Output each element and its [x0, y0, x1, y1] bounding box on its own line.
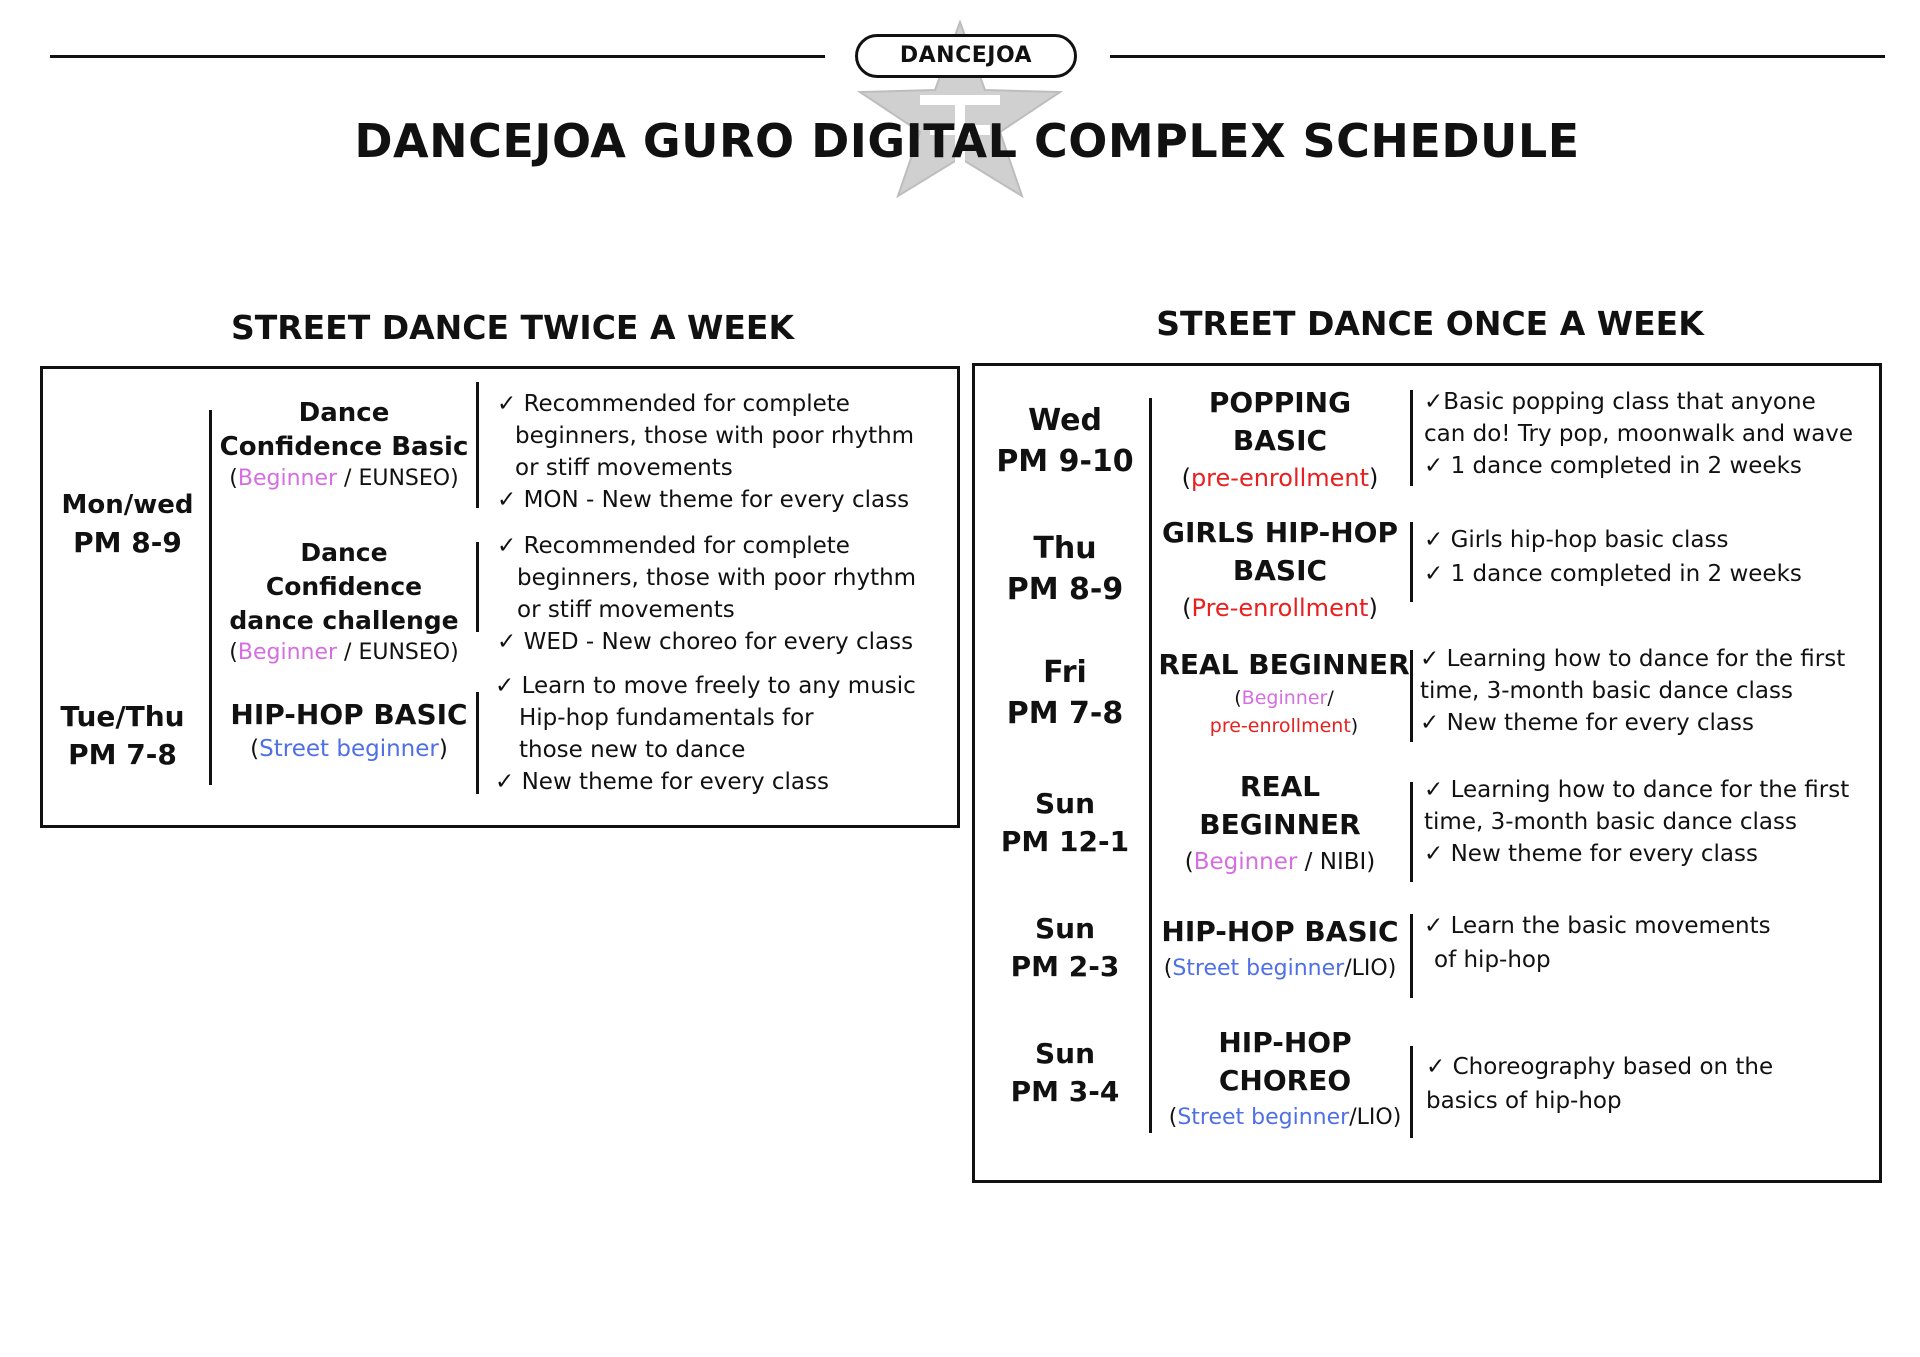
divider: [1410, 522, 1413, 602]
day-label: Tue/Thu: [60, 700, 185, 733]
desc-line: Hip-hop fundamentals for: [519, 705, 814, 731]
divider: [476, 382, 479, 508]
header-rule-left: [50, 55, 825, 58]
class-name: REAL BEGINNER: [1158, 648, 1410, 681]
class-real-beginner-sun: [1155, 768, 1405, 880]
brand-badge: DANCEJOA: [855, 34, 1077, 78]
desc-line: can do! Try pop, moonwalk and wave: [1424, 421, 1854, 447]
slot-wed: [985, 400, 1145, 482]
desc-line: beginners, those with poor rhythm: [517, 565, 917, 591]
class-hiphop-choreo: [1155, 1024, 1415, 1136]
teacher-name: / EUNSEO: [337, 466, 451, 491]
class-name: Confidence Basic: [219, 432, 469, 462]
slot-sun-3: [985, 1035, 1145, 1111]
class-level: (Street beginner/LIO): [1163, 956, 1397, 981]
divider: [1410, 390, 1413, 486]
class-name: GIRLS HIP-HOP: [1162, 516, 1398, 549]
class-description: [495, 670, 916, 798]
divider: [1410, 914, 1413, 998]
class-level: (Pre-enrollment): [1182, 594, 1378, 622]
desc-line: time, 3-month basic dance class: [1424, 809, 1797, 835]
class-dance-confidence-basic: [218, 396, 470, 494]
class-popping-basic: [1155, 384, 1405, 496]
desc-line: ✓ Recommended for complete: [497, 533, 850, 559]
slot-tue-thu: [50, 698, 195, 774]
day-label: Sun: [1034, 912, 1096, 945]
divider: [476, 542, 479, 632]
desc-line: ✓ Learn to move freely to any music: [495, 673, 916, 699]
class-name: BASIC: [1232, 424, 1328, 457]
section-title-once: STREET DANCE ONCE A WEEK: [1156, 304, 1704, 343]
class-name: HIP-HOP: [1218, 1026, 1352, 1059]
class-level: (Street beginner): [250, 736, 448, 762]
desc-line: ✓Basic popping class that anyone: [1424, 389, 1816, 415]
class-level: pre-enrollment): [1209, 715, 1359, 737]
class-description: [1424, 774, 1849, 870]
slot-sun-12: [985, 785, 1145, 861]
desc-line: ✓ New theme for every class: [1420, 710, 1754, 736]
class-name: dance challenge: [229, 606, 459, 635]
desc-line: beginners, those with poor rhythm: [515, 423, 915, 449]
divider: [1149, 398, 1152, 1133]
day-label: Wed: [1028, 403, 1102, 438]
desc-line: ✓ Girls hip-hop basic class: [1424, 527, 1729, 553]
day-label: Sun: [1034, 1037, 1096, 1070]
class-level: (pre-enrollment): [1181, 464, 1379, 492]
slot-sun-2: [985, 910, 1145, 986]
desc-line: basics of hip-hop: [1426, 1088, 1622, 1114]
desc-line: ✓ Learning how to dance for the first: [1420, 646, 1846, 672]
desc-line: ✓ MON - New theme for every class: [497, 487, 910, 513]
class-description: [1424, 523, 1802, 591]
desc-line: ✓ WED - New choreo for every class: [497, 629, 914, 655]
class-level: (Beginner / EUNSEO): [229, 466, 459, 491]
class-dance-confidence-challenge: [218, 536, 470, 668]
desc-line: ✓ Recommended for complete: [497, 391, 850, 417]
class-description: [1424, 386, 1853, 482]
class-hiphop-basic: [218, 696, 480, 764]
level-pre-enrollment: pre-enrollment: [1209, 715, 1351, 737]
class-description: [497, 530, 916, 658]
time-label: PM 7-8: [1006, 696, 1124, 731]
day-label: Mon/wed: [61, 490, 194, 520]
teacher-name: /LIO: [1349, 1105, 1393, 1130]
header-rule-right: [1110, 55, 1885, 58]
section-title-twice: STREET DANCE TWICE A WEEK: [230, 308, 795, 347]
class-level: (Street beginner/LIO): [1168, 1105, 1402, 1130]
desc-line: or stiff movements: [515, 455, 733, 481]
desc-line: ✓ Learn the basic movements: [1424, 913, 1771, 939]
class-name: Dance: [298, 398, 390, 428]
teacher-name: /LIO: [1344, 956, 1388, 981]
time-label: PM 9-10: [996, 444, 1134, 479]
slot-fri: [985, 652, 1145, 734]
level-pre-enrollment: pre-enrollment: [1190, 464, 1370, 492]
day-label: Sun: [1034, 787, 1096, 820]
time-label: PM 7-8: [68, 738, 177, 771]
desc-line: ✓ New theme for every class: [495, 769, 829, 795]
level-beginner: Beginner: [237, 466, 338, 491]
desc-line: ✓ 1 dance completed in 2 weeks: [1424, 453, 1802, 479]
class-name: POPPING: [1208, 386, 1352, 419]
desc-line: time, 3-month basic dance class: [1420, 678, 1793, 704]
teacher-name: / EUNSEO: [337, 640, 451, 665]
desc-line: ✓ 1 dance completed in 2 weeks: [1424, 561, 1802, 587]
time-label: PM 12-1: [1000, 825, 1130, 858]
level-beginner: Beginner: [1241, 687, 1328, 709]
class-name: CHOREO: [1218, 1064, 1352, 1097]
class-description: [1426, 1050, 1773, 1118]
class-name: REAL: [1239, 770, 1321, 803]
slot-mon-wed: [50, 486, 205, 562]
level-street-beginner: Street beginner: [1177, 1105, 1350, 1130]
class-name: HIP-HOP BASIC: [230, 698, 468, 731]
level-street-beginner: Street beginner: [259, 736, 439, 762]
slot-thu: [985, 528, 1145, 610]
class-real-beginner-fri: [1155, 646, 1413, 740]
class-hiphop-basic-sun: [1155, 913, 1405, 987]
level-street-beginner: Street beginner: [1172, 956, 1345, 981]
class-name: BEGINNER: [1199, 808, 1361, 841]
teacher-name: / NIBI: [1297, 849, 1367, 875]
desc-line: those new to dance: [519, 737, 746, 763]
divider: [1410, 782, 1413, 882]
class-level: (Beginner / EUNSEO): [229, 640, 459, 665]
class-name: BASIC: [1232, 554, 1328, 587]
class-level: (Beginner/: [1234, 687, 1334, 709]
time-label: PM 8-9: [1006, 572, 1124, 607]
desc-line: ✓ New theme for every class: [1424, 841, 1758, 867]
level-beginner: Beginner: [237, 640, 338, 665]
divider: [209, 410, 212, 785]
class-name: HIP-HOP BASIC: [1161, 915, 1399, 948]
desc-line: of hip-hop: [1434, 947, 1551, 973]
class-description: [497, 388, 914, 516]
level-beginner: Beginner: [1193, 849, 1298, 875]
desc-line: or stiff movements: [517, 597, 735, 623]
time-label: PM 3-4: [1010, 1075, 1120, 1108]
level-pre-enrollment: Pre-enrollment: [1191, 594, 1369, 622]
class-level: (Beginner / NIBI): [1184, 849, 1376, 875]
day-label: Fri: [1043, 655, 1087, 690]
page-title: DANCEJOA GURO DIGITAL COMPLEX SCHEDULE: [354, 114, 1580, 168]
desc-line: ✓ Learning how to dance for the first: [1424, 777, 1850, 803]
time-label: PM 8-9: [73, 526, 182, 559]
time-label: PM 2-3: [1010, 950, 1120, 983]
class-girls-hiphop-basic: [1155, 514, 1405, 626]
day-label: Thu: [1033, 531, 1097, 566]
class-name: Dance Confidence: [265, 538, 423, 601]
class-description: [1420, 643, 1845, 739]
desc-line: ✓ Choreography based on the: [1426, 1054, 1774, 1080]
class-description: [1424, 909, 1771, 977]
